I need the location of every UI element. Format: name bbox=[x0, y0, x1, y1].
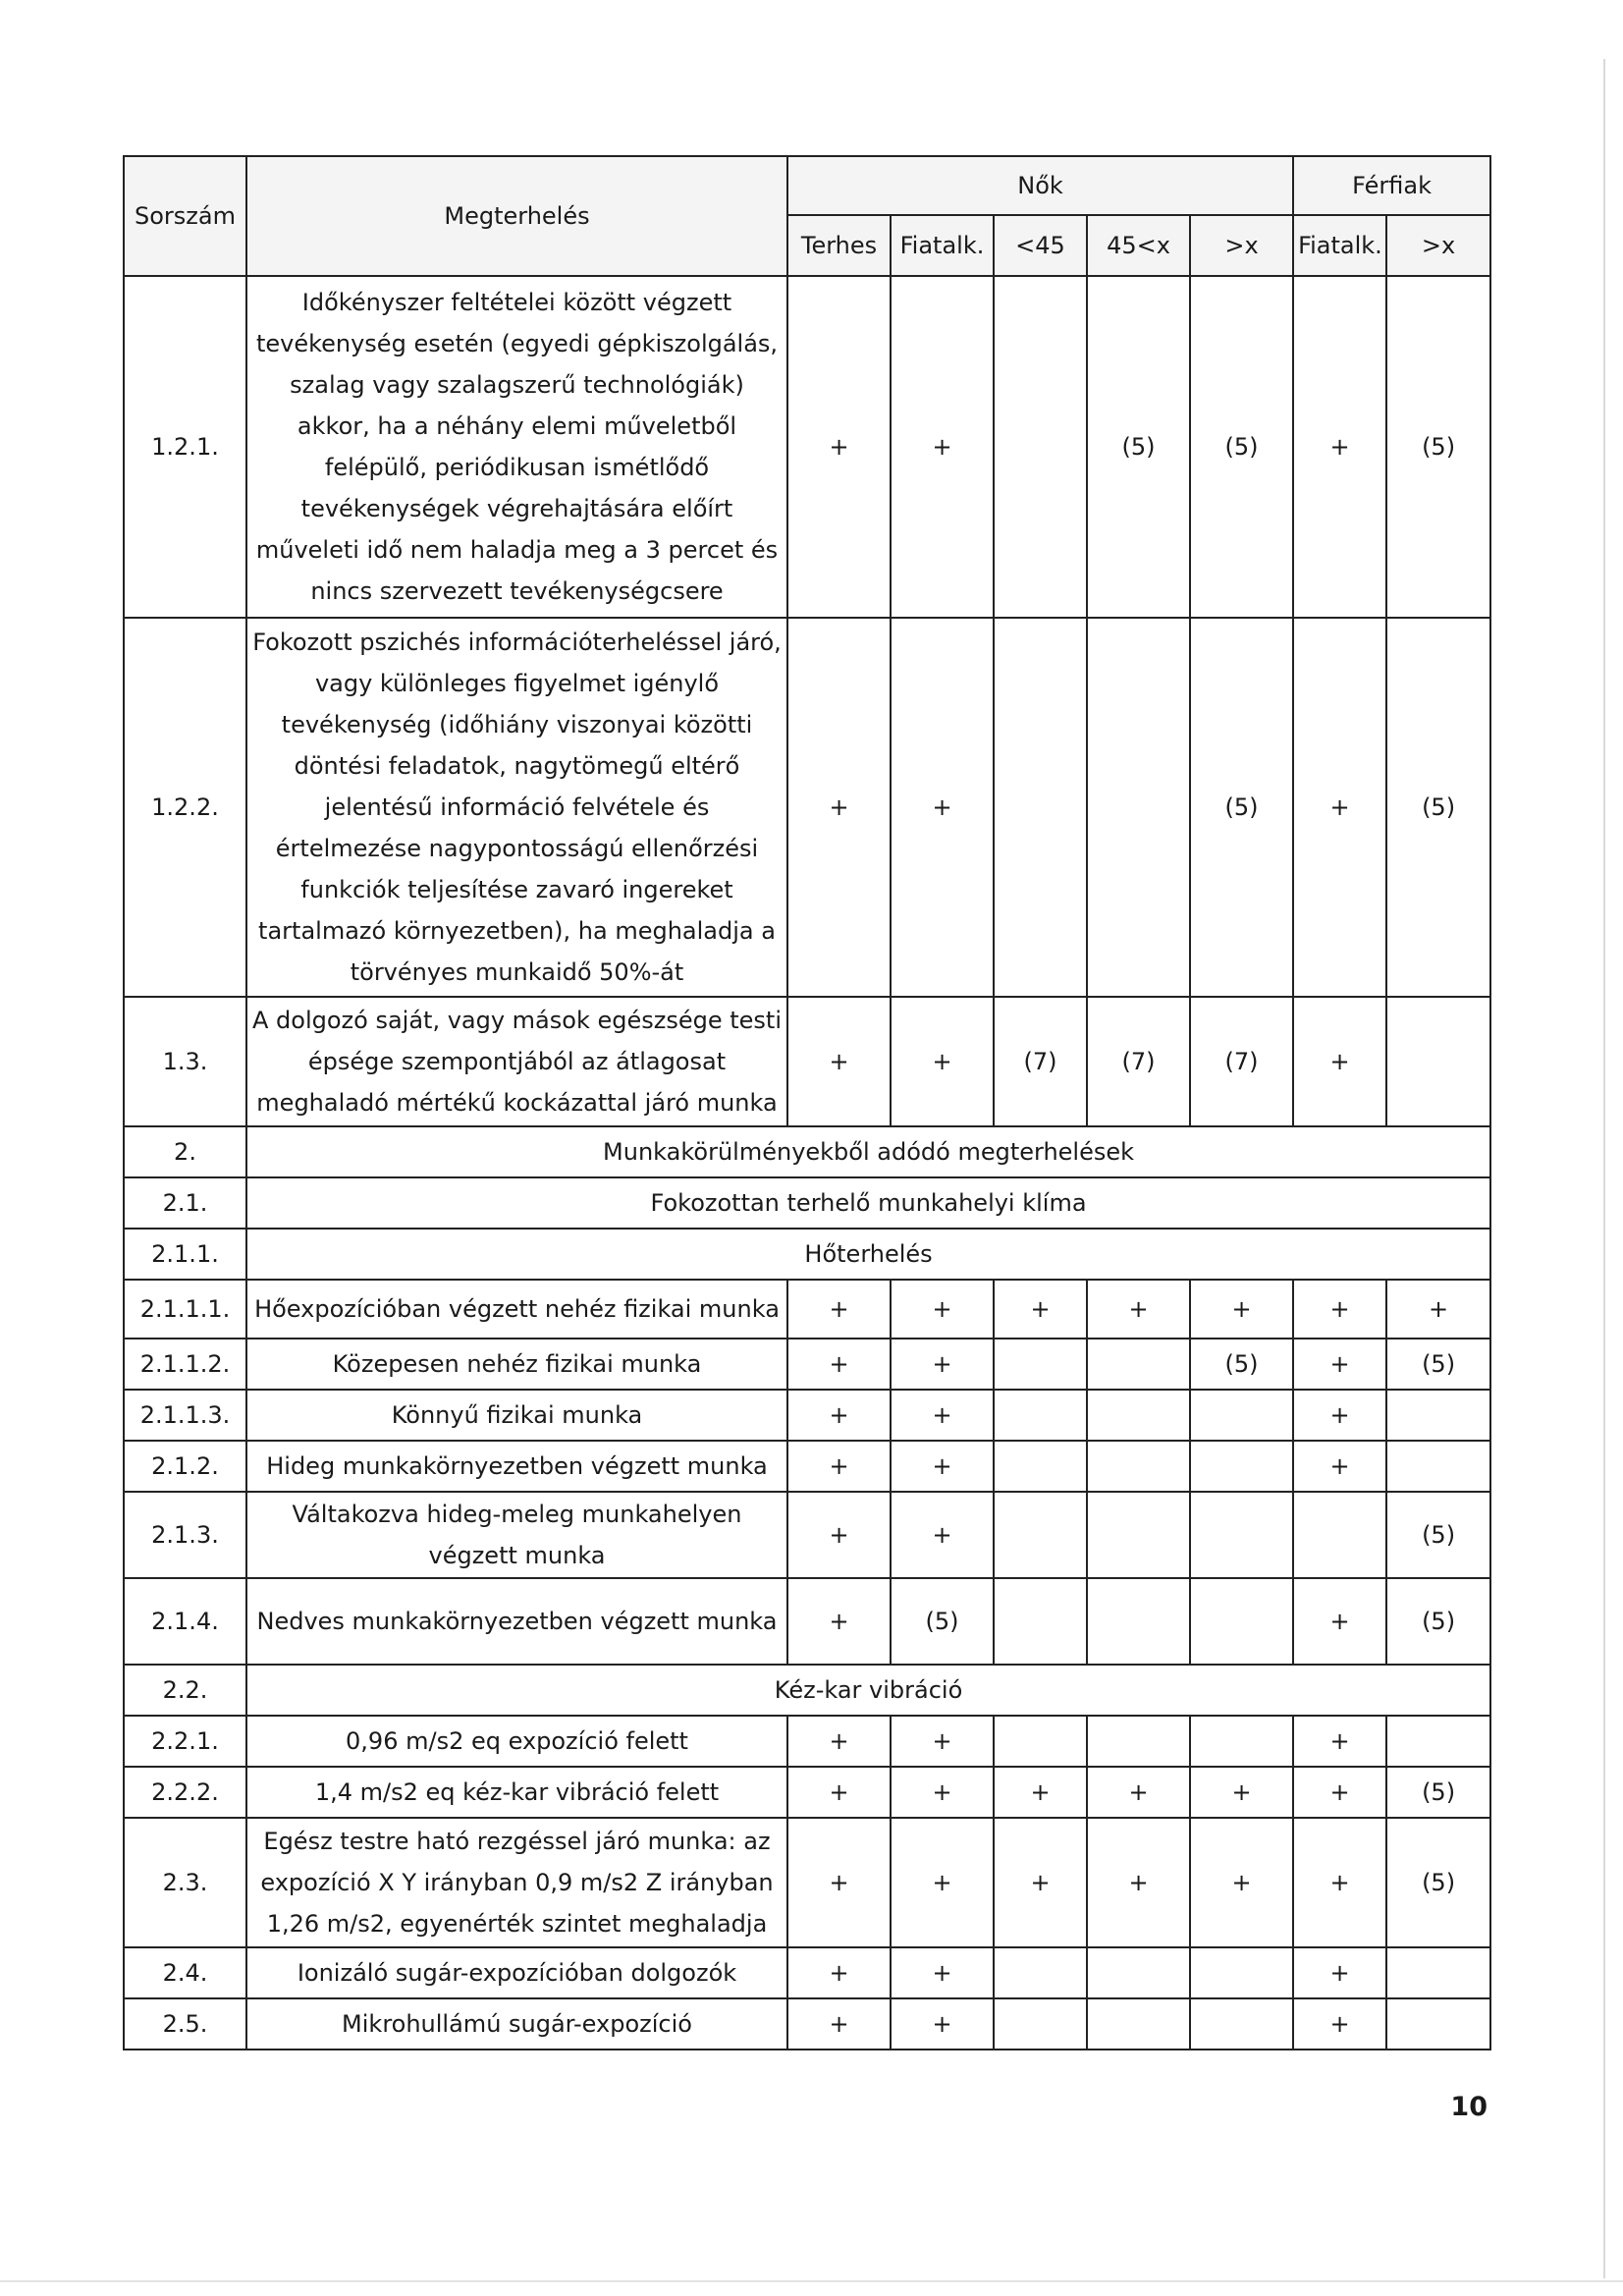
row-number: 2.3. bbox=[124, 1818, 246, 1947]
row-cell bbox=[994, 1578, 1087, 1665]
row-number: 2.1.1.1. bbox=[124, 1280, 246, 1339]
row-cell: + bbox=[891, 1947, 994, 1998]
table-row bbox=[124, 1947, 1490, 1998]
row-number: 2.4. bbox=[124, 1947, 246, 1998]
row-number: 2.1.3. bbox=[124, 1492, 246, 1578]
row-cell bbox=[1190, 1716, 1293, 1767]
row-cell: + bbox=[787, 1390, 891, 1441]
row-cell: + bbox=[1293, 1578, 1386, 1665]
row-cell: + bbox=[787, 1716, 891, 1767]
row-cell: + bbox=[891, 618, 994, 997]
row-cell: + bbox=[1386, 1280, 1490, 1339]
table-row bbox=[124, 1390, 1490, 1441]
row-cell: + bbox=[891, 1390, 994, 1441]
header-sub-x-women: >x bbox=[1190, 215, 1293, 276]
row-cell: + bbox=[891, 1818, 994, 1947]
row-number: 1.2.2. bbox=[124, 618, 246, 997]
row-cell: + bbox=[1293, 1390, 1386, 1441]
row-cell: + bbox=[1293, 276, 1386, 618]
row-cell: + bbox=[994, 1767, 1087, 1818]
row-cell bbox=[994, 1716, 1087, 1767]
table-row bbox=[124, 1767, 1490, 1818]
row-description: Időkényszer feltételei között végzett tevékenység esetén (egyedi gépkiszolgálás, szalag vagy szalagszerű technológiák) akkor, ha a néhány elemi műveletből felépülő, periódikusan ismétlődő tevékenységek végrehajtására előírt műveleti idő nem haladja meg a 3 percet és nincs szervezett tevékenységcsere bbox=[246, 276, 787, 618]
row-cell: + bbox=[1190, 1818, 1293, 1947]
row-cell: (5) bbox=[1190, 618, 1293, 997]
row-cell: + bbox=[1293, 618, 1386, 997]
row-cell: (5) bbox=[1386, 1767, 1490, 1818]
row-cell bbox=[1190, 1998, 1293, 2050]
row-number: 1.2.1. bbox=[124, 276, 246, 618]
row-cell: + bbox=[787, 1998, 891, 2050]
row-cell: + bbox=[787, 1767, 891, 1818]
header-sub-45x: 45<x bbox=[1087, 215, 1190, 276]
table-body bbox=[124, 276, 1490, 2050]
row-cell: + bbox=[891, 1339, 994, 1390]
row-cell: + bbox=[787, 1947, 891, 1998]
row-number: 2.5. bbox=[124, 1998, 246, 2050]
row-cell: (7) bbox=[1087, 997, 1190, 1126]
row-description: Fokozott pszichés információterheléssel járó, vagy különleges figyelmet igénylő tevékenység (időhiány viszonyai közötti döntési feladatok, nagytömegű eltérő jelentésű információ felvétele és értelmezése nagypontosságú ellenőrzési funkciók teljesítése zavaró ingereket tartalmazó környezetben), ha meghaladja a törvényes munkaidő 50%-át bbox=[246, 618, 787, 997]
row-cell bbox=[994, 618, 1087, 997]
table-row bbox=[124, 1818, 1490, 1947]
row-number: 2. bbox=[124, 1126, 246, 1177]
row-cell bbox=[1386, 1441, 1490, 1492]
row-cell: + bbox=[891, 1492, 994, 1578]
row-description: Hőexpozícióban végzett nehéz fizikai munka bbox=[246, 1280, 787, 1339]
row-description: Hideg munkakörnyezetben végzett munka bbox=[246, 1441, 787, 1492]
section-title: Munkakörülményekből adódó megterhelések bbox=[246, 1126, 1490, 1177]
row-number: 2.1.2. bbox=[124, 1441, 246, 1492]
row-cell: + bbox=[787, 1492, 891, 1578]
table-row bbox=[124, 1492, 1490, 1578]
row-cell: (5) bbox=[1386, 276, 1490, 618]
row-cell: (5) bbox=[1386, 1818, 1490, 1947]
row-cell: + bbox=[787, 1441, 891, 1492]
row-cell: + bbox=[1087, 1818, 1190, 1947]
row-description: Közepesen nehéz fizikai munka bbox=[246, 1339, 787, 1390]
row-cell: + bbox=[1087, 1767, 1190, 1818]
section-row bbox=[124, 1665, 1490, 1716]
row-cell bbox=[1087, 1390, 1190, 1441]
row-cell bbox=[1386, 1998, 1490, 2050]
row-cell bbox=[1087, 1492, 1190, 1578]
header-megterheles: Megterhelés bbox=[246, 156, 787, 276]
header-women: Nők bbox=[787, 156, 1293, 215]
row-cell: (5) bbox=[1190, 1339, 1293, 1390]
page-edge-bottom bbox=[0, 2280, 1623, 2282]
row-cell bbox=[1087, 1339, 1190, 1390]
row-cell: + bbox=[1293, 1716, 1386, 1767]
row-cell: + bbox=[1293, 1998, 1386, 2050]
header-sub-fiatalk-women: Fiatalk. bbox=[891, 215, 994, 276]
row-description: Egész testre ható rezgéssel járó munka: az expozíció X Y irányban 0,9 m/s2 Z irányban 1,26 m/s2, egyenérték szintet meghaladja bbox=[246, 1818, 787, 1947]
row-cell bbox=[994, 276, 1087, 618]
row-cell: + bbox=[787, 1280, 891, 1339]
row-cell bbox=[1386, 997, 1490, 1126]
row-cell: + bbox=[1293, 997, 1386, 1126]
row-cell: + bbox=[1293, 1280, 1386, 1339]
row-cell bbox=[1386, 1716, 1490, 1767]
row-number: 2.1.1. bbox=[124, 1229, 246, 1280]
row-cell: + bbox=[787, 1339, 891, 1390]
row-cell bbox=[1087, 1998, 1190, 2050]
table-row bbox=[124, 618, 1490, 997]
row-cell bbox=[1087, 1947, 1190, 1998]
row-description: Mikrohullámú sugár-expozíció bbox=[246, 1998, 787, 2050]
row-cell bbox=[1293, 1492, 1386, 1578]
row-cell: (5) bbox=[1190, 276, 1293, 618]
row-description: 0,96 m/s2 eq expozíció felett bbox=[246, 1716, 787, 1767]
row-cell: + bbox=[1293, 1339, 1386, 1390]
header-sub-terhes: Terhes bbox=[787, 215, 891, 276]
row-cell: + bbox=[1293, 1818, 1386, 1947]
row-cell: (7) bbox=[994, 997, 1087, 1126]
row-cell bbox=[994, 1998, 1087, 2050]
header-sub-under45: <45 bbox=[994, 215, 1087, 276]
row-cell: + bbox=[891, 1998, 994, 2050]
row-cell: + bbox=[787, 1818, 891, 1947]
row-cell: + bbox=[1293, 1441, 1386, 1492]
row-cell: (5) bbox=[1386, 1339, 1490, 1390]
row-cell bbox=[994, 1492, 1087, 1578]
row-number: 2.2.2. bbox=[124, 1767, 246, 1818]
section-title: Fokozottan terhelő munkahelyi klíma bbox=[246, 1177, 1490, 1229]
section-row bbox=[124, 1126, 1490, 1177]
row-cell bbox=[1190, 1578, 1293, 1665]
row-cell: + bbox=[891, 276, 994, 618]
row-number: 2.1. bbox=[124, 1177, 246, 1229]
row-cell bbox=[1087, 1716, 1190, 1767]
header-sub-x-men: >x bbox=[1386, 215, 1490, 276]
row-number: 2.2. bbox=[124, 1665, 246, 1716]
row-number: 2.1.1.3. bbox=[124, 1390, 246, 1441]
table-row bbox=[124, 997, 1490, 1126]
row-cell: (5) bbox=[1386, 1492, 1490, 1578]
row-cell: + bbox=[787, 276, 891, 618]
row-cell bbox=[1386, 1390, 1490, 1441]
row-description: Nedves munkakörnyezetben végzett munka bbox=[246, 1578, 787, 1665]
row-cell: + bbox=[1293, 1947, 1386, 1998]
row-cell bbox=[1190, 1390, 1293, 1441]
row-cell: (5) bbox=[1386, 1578, 1490, 1665]
row-cell: + bbox=[994, 1818, 1087, 1947]
table-row bbox=[124, 1339, 1490, 1390]
row-cell: (5) bbox=[1386, 618, 1490, 997]
row-cell: + bbox=[787, 997, 891, 1126]
row-cell bbox=[994, 1390, 1087, 1441]
row-description: Váltakozva hideg-meleg munkahelyen végzett munka bbox=[246, 1492, 787, 1578]
table-row bbox=[124, 1578, 1490, 1665]
row-number: 1.3. bbox=[124, 997, 246, 1126]
section-title: Hőterhelés bbox=[246, 1229, 1490, 1280]
row-cell bbox=[1087, 1441, 1190, 1492]
section-title: Kéz-kar vibráció bbox=[246, 1665, 1490, 1716]
table-row bbox=[124, 1716, 1490, 1767]
row-cell bbox=[1190, 1441, 1293, 1492]
header-sub-fiatalk-men: Fiatalk. bbox=[1293, 215, 1386, 276]
row-cell: + bbox=[891, 1716, 994, 1767]
header-men: Férfiak bbox=[1293, 156, 1490, 215]
row-description: Könnyű fizikai munka bbox=[246, 1390, 787, 1441]
page-number: 10 bbox=[1450, 2092, 1488, 2122]
row-cell: + bbox=[891, 997, 994, 1126]
row-cell: + bbox=[787, 618, 891, 997]
row-cell bbox=[1087, 1578, 1190, 1665]
workload-table bbox=[123, 155, 1491, 2050]
table-row bbox=[124, 276, 1490, 618]
row-cell: + bbox=[891, 1280, 994, 1339]
row-cell bbox=[994, 1441, 1087, 1492]
row-cell: + bbox=[1190, 1767, 1293, 1818]
row-cell: + bbox=[1293, 1767, 1386, 1818]
row-cell: + bbox=[1087, 1280, 1190, 1339]
row-description: A dolgozó saját, vagy mások egészsége testi épsége szempontjából az átlagosat meghaladó mértékű kockázattal járó munka bbox=[246, 997, 787, 1126]
section-row bbox=[124, 1177, 1490, 1229]
table-row bbox=[124, 1441, 1490, 1492]
row-cell: + bbox=[1190, 1280, 1293, 1339]
row-description: Ionizáló sugár-expozícióban dolgozók bbox=[246, 1947, 787, 1998]
row-cell bbox=[994, 1947, 1087, 1998]
table-row bbox=[124, 1280, 1490, 1339]
row-number: 2.1.4. bbox=[124, 1578, 246, 1665]
row-cell: (5) bbox=[1087, 276, 1190, 618]
row-description: 1,4 m/s2 eq kéz-kar vibráció felett bbox=[246, 1767, 787, 1818]
page-edge-right bbox=[1603, 59, 1605, 2278]
row-cell bbox=[994, 1339, 1087, 1390]
row-cell: + bbox=[994, 1280, 1087, 1339]
row-number: 2.1.1.2. bbox=[124, 1339, 246, 1390]
row-cell: (5) bbox=[891, 1578, 994, 1665]
row-cell: (7) bbox=[1190, 997, 1293, 1126]
row-cell: + bbox=[891, 1767, 994, 1818]
row-cell bbox=[1087, 618, 1190, 997]
row-cell bbox=[1190, 1492, 1293, 1578]
header-sorszam: Sorszám bbox=[124, 156, 246, 276]
row-cell: + bbox=[891, 1441, 994, 1492]
row-cell bbox=[1190, 1947, 1293, 1998]
row-number: 2.2.1. bbox=[124, 1716, 246, 1767]
table-row bbox=[124, 1998, 1490, 2050]
section-row bbox=[124, 1229, 1490, 1280]
row-cell bbox=[1386, 1947, 1490, 1998]
row-cell: + bbox=[787, 1578, 891, 1665]
